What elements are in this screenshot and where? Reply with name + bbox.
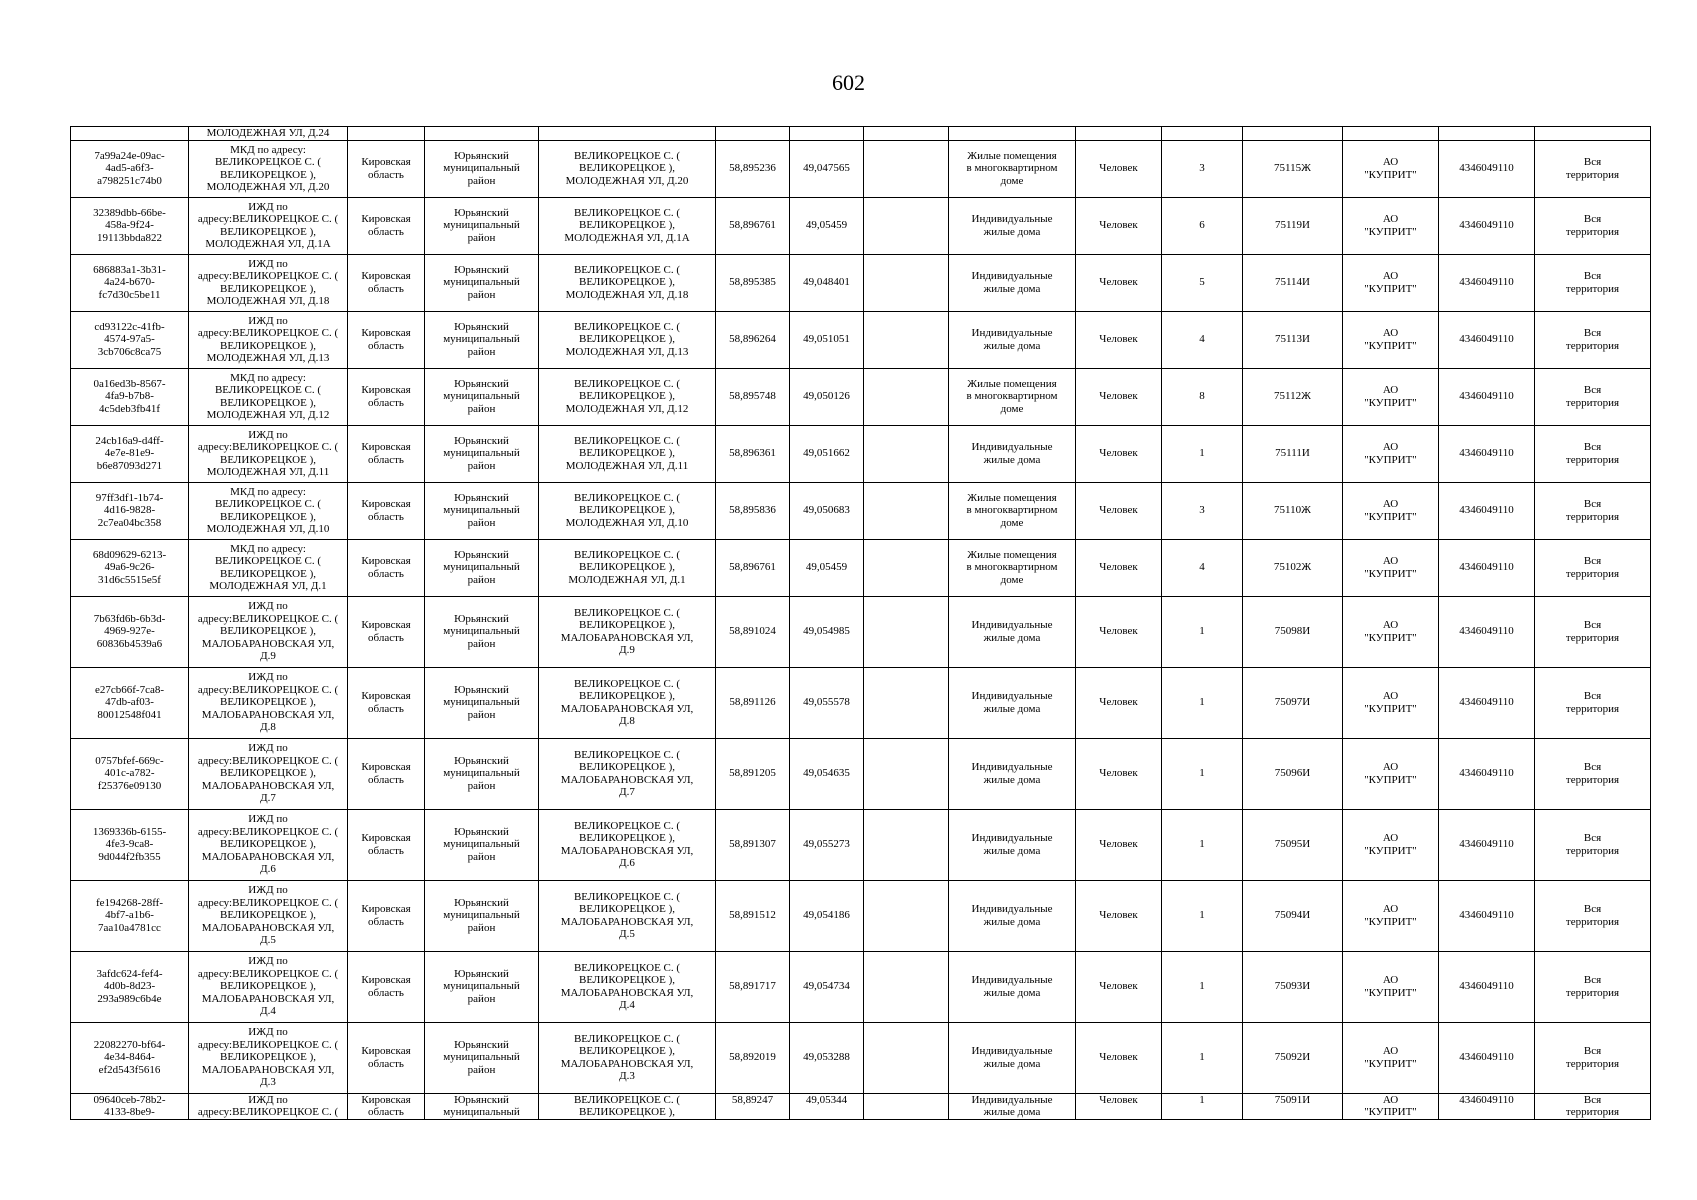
object-type-cell: Жилые помещения в многоквартирном доме — [949, 482, 1076, 539]
empty-cell — [864, 425, 949, 482]
object-type-cell: Индивидуальные жилые дома — [949, 667, 1076, 738]
scope-cell: Вся территория — [1535, 667, 1651, 738]
table-row — [71, 880, 1651, 951]
continuation-cell — [949, 127, 1076, 141]
address-cell: ВЕЛИКОРЕЦКОЕ С. ( ВЕЛИКОРЕЦКОЕ ), МОЛОДЕЖНАЯ УЛ, Д.12 — [539, 368, 716, 425]
address-cell: ВЕЛИКОРЕЦКОЕ С. ( ВЕЛИКОРЕЦКОЕ ), МАЛОБАРАНОВСКАЯ УЛ, Д.7 — [539, 738, 716, 809]
region-cell: Кировская область — [348, 197, 425, 254]
scope-cell: Вся территория — [1535, 140, 1651, 197]
unit-cell: Человек — [1076, 197, 1162, 254]
district-cell: Юрьянский муниципальный район — [425, 140, 539, 197]
continuation-cell — [1535, 127, 1651, 141]
object-id-cell: 7b63fd6b-6b3d- 4969-927e- 60836b4539a6 — [71, 596, 189, 667]
region-cell: Кировская область — [348, 1022, 425, 1093]
longitude-cell: 49,055273 — [790, 809, 864, 880]
latitude-cell: 58,89247 — [716, 1093, 790, 1119]
unit-cell: Человек — [1076, 809, 1162, 880]
code-cell: 75092И — [1243, 1022, 1343, 1093]
count-cell: 1 — [1162, 667, 1243, 738]
district-cell: Юрьянский муниципальный район — [425, 425, 539, 482]
address-cell: ВЕЛИКОРЕЦКОЕ С. ( ВЕЛИКОРЕЦКОЕ ), МАЛОБАРАНОВСКАЯ УЛ, Д.5 — [539, 880, 716, 951]
object-id-cell: 32389dbb-66be- 458a-9f24- 19113bbda822 — [71, 197, 189, 254]
scope-cell: Вся территория — [1535, 951, 1651, 1022]
district-cell: Юрьянский муниципальный район — [425, 197, 539, 254]
empty-cell — [864, 311, 949, 368]
district-cell: Юрьянский муниципальный район — [425, 311, 539, 368]
organization-cell: АО "КУПРИТ" — [1343, 738, 1439, 809]
page-number: 602 — [832, 70, 865, 95]
count-cell: 6 — [1162, 197, 1243, 254]
scope-cell: Вся территория — [1535, 1093, 1651, 1119]
continuation-row — [71, 127, 1651, 141]
district-cell: Юрьянский муниципальный район — [425, 880, 539, 951]
district-cell: Юрьянский муниципальный район — [425, 809, 539, 880]
object-type-cell: Жилые помещения в многоквартирном доме — [949, 140, 1076, 197]
code-cell: 75115Ж — [1243, 140, 1343, 197]
register-body — [71, 127, 1651, 1120]
empty-cell — [864, 482, 949, 539]
code-cell: 75091И — [1243, 1093, 1343, 1119]
longitude-cell: 49,054734 — [790, 951, 864, 1022]
object-id-cell: 09640ceb-78b2- 4133-8be9- — [71, 1093, 189, 1119]
count-cell: 1 — [1162, 951, 1243, 1022]
longitude-cell: 49,051051 — [790, 311, 864, 368]
object-type-cell: Индивидуальные жилые дома — [949, 254, 1076, 311]
inn-cell: 4346049110 — [1439, 738, 1535, 809]
continuation-cell — [71, 127, 189, 141]
object-name-cell: ИЖД по адресу:ВЕЛИКОРЕЦКОЕ С. ( — [189, 1093, 348, 1119]
object-name-cell: ИЖД по адресу:ВЕЛИКОРЕЦКОЕ С. ( ВЕЛИКОРЕЦКОЕ ), МОЛОДЕЖНАЯ УЛ, Д.1А — [189, 197, 348, 254]
longitude-cell: 49,05459 — [790, 197, 864, 254]
organization-cell: АО "КУПРИТ" — [1343, 951, 1439, 1022]
region-cell: Кировская область — [348, 425, 425, 482]
region-cell: Кировская область — [348, 880, 425, 951]
region-cell: Кировская область — [348, 368, 425, 425]
address-cell: ВЕЛИКОРЕЦКОЕ С. ( ВЕЛИКОРЕЦКОЕ ), МАЛОБАРАНОВСКАЯ УЛ, Д.8 — [539, 667, 716, 738]
continuation-cell — [539, 127, 716, 141]
empty-cell — [864, 254, 949, 311]
count-cell: 5 — [1162, 254, 1243, 311]
object-type-cell: Индивидуальные жилые дома — [949, 1022, 1076, 1093]
organization-cell: АО "КУПРИТ" — [1343, 311, 1439, 368]
inn-cell: 4346049110 — [1439, 140, 1535, 197]
object-type-cell: Индивидуальные жилые дома — [949, 425, 1076, 482]
address-cell: ВЕЛИКОРЕЦКОЕ С. ( ВЕЛИКОРЕЦКОЕ ), МОЛОДЕЖНАЯ УЛ, Д.13 — [539, 311, 716, 368]
empty-cell — [864, 539, 949, 596]
continuation-address: МОЛОДЕЖНАЯ УЛ, Д.24 — [189, 127, 348, 141]
region-cell: Кировская область — [348, 596, 425, 667]
code-cell: 75096И — [1243, 738, 1343, 809]
district-cell: Юрьянский муниципальный район — [425, 667, 539, 738]
address-cell: ВЕЛИКОРЕЦКОЕ С. ( ВЕЛИКОРЕЦКОЕ ), МОЛОДЕЖНАЯ УЛ, Д.1 — [539, 539, 716, 596]
object-name-cell: МКД по адресу: ВЕЛИКОРЕЦКОЕ С. ( ВЕЛИКОРЕЦКОЕ ), МОЛОДЕЖНАЯ УЛ, Д.12 — [189, 368, 348, 425]
count-cell: 1 — [1162, 880, 1243, 951]
register-table — [70, 126, 1651, 1120]
count-cell: 1 — [1162, 1022, 1243, 1093]
address-cell: ВЕЛИКОРЕЦКОЕ С. ( ВЕЛИКОРЕЦКОЕ ), МАЛОБАРАНОВСКАЯ УЛ, Д.4 — [539, 951, 716, 1022]
district-cell: Юрьянский муниципальный район — [425, 539, 539, 596]
address-cell: ВЕЛИКОРЕЦКОЕ С. ( ВЕЛИКОРЕЦКОЕ ), МОЛОДЕЖНАЯ УЛ, Д.10 — [539, 482, 716, 539]
object-type-cell: Индивидуальные жилые дома — [949, 738, 1076, 809]
scope-cell: Вся территория — [1535, 482, 1651, 539]
scope-cell: Вся территория — [1535, 1022, 1651, 1093]
object-name-cell: ИЖД по адресу:ВЕЛИКОРЕЦКОЕ С. ( ВЕЛИКОРЕЦКОЕ ), МОЛОДЕЖНАЯ УЛ, Д.18 — [189, 254, 348, 311]
unit-cell: Человек — [1076, 140, 1162, 197]
object-type-cell: Индивидуальные жилые дома — [949, 809, 1076, 880]
inn-cell: 4346049110 — [1439, 368, 1535, 425]
table-row — [71, 1022, 1651, 1093]
inn-cell: 4346049110 — [1439, 951, 1535, 1022]
address-cell: ВЕЛИКОРЕЦКОЕ С. ( ВЕЛИКОРЕЦКОЕ ), МОЛОДЕЖНАЯ УЛ, Д.1А — [539, 197, 716, 254]
empty-cell — [864, 1022, 949, 1093]
table-row — [71, 197, 1651, 254]
count-cell: 1 — [1162, 596, 1243, 667]
inn-cell: 4346049110 — [1439, 311, 1535, 368]
continuation-cell — [716, 127, 790, 141]
latitude-cell: 58,896361 — [716, 425, 790, 482]
continuation-cell — [1439, 127, 1535, 141]
latitude-cell: 58,895385 — [716, 254, 790, 311]
object-id-cell: 68d09629-6213- 49a6-9c26- 31d6c5515e5f — [71, 539, 189, 596]
latitude-cell: 58,895836 — [716, 482, 790, 539]
empty-cell — [864, 738, 949, 809]
continuation-cell — [1243, 127, 1343, 141]
table-row — [71, 254, 1651, 311]
latitude-cell: 58,891307 — [716, 809, 790, 880]
longitude-cell: 49,05459 — [790, 539, 864, 596]
longitude-cell: 49,053288 — [790, 1022, 864, 1093]
code-cell: 75110Ж — [1243, 482, 1343, 539]
object-name-cell: МКД по адресу: ВЕЛИКОРЕЦКОЕ С. ( ВЕЛИКОРЕЦКОЕ ), МОЛОДЕЖНАЯ УЛ, Д.10 — [189, 482, 348, 539]
unit-cell: Человек — [1076, 951, 1162, 1022]
continuation-cell — [1162, 127, 1243, 141]
object-id-cell: 7a99a24e-09ac- 4ad5-a6f3- a798251c74b0 — [71, 140, 189, 197]
scope-cell: Вся территория — [1535, 809, 1651, 880]
organization-cell: АО "КУПРИТ" — [1343, 1022, 1439, 1093]
empty-cell — [864, 197, 949, 254]
object-id-cell: 0757bfef-669c- 401c-a782- f25376e09130 — [71, 738, 189, 809]
object-id-cell: 3afdc624-fef4- 4d0b-8d23- 293a989c6b4e — [71, 951, 189, 1022]
district-cell: Юрьянский муниципальный район — [425, 254, 539, 311]
longitude-cell: 49,05344 — [790, 1093, 864, 1119]
object-id-cell: 22082270-bf64- 4e34-8464- ef2d543f5616 — [71, 1022, 189, 1093]
table-row — [71, 951, 1651, 1022]
inn-cell: 4346049110 — [1439, 1022, 1535, 1093]
object-name-cell: ИЖД по адресу:ВЕЛИКОРЕЦКОЕ С. ( ВЕЛИКОРЕЦКОЕ ), МАЛОБАРАНОВСКАЯ УЛ, Д.4 — [189, 951, 348, 1022]
table-row — [71, 311, 1651, 368]
object-id-cell: cd93122c-41fb- 4574-97a5- 3cb706c8ca75 — [71, 311, 189, 368]
longitude-cell: 49,054985 — [790, 596, 864, 667]
longitude-cell: 49,050683 — [790, 482, 864, 539]
longitude-cell: 49,050126 — [790, 368, 864, 425]
latitude-cell: 58,896264 — [716, 311, 790, 368]
object-name-cell: ИЖД по адресу:ВЕЛИКОРЕЦКОЕ С. ( ВЕЛИКОРЕЦКОЕ ), МАЛОБАРАНОВСКАЯ УЛ, Д.8 — [189, 667, 348, 738]
region-cell: Кировская область — [348, 667, 425, 738]
object-name-cell: МКД по адресу: ВЕЛИКОРЕЦКОЕ С. ( ВЕЛИКОРЕЦКОЕ ), МОЛОДЕЖНАЯ УЛ, Д.1 — [189, 539, 348, 596]
code-cell: 75114И — [1243, 254, 1343, 311]
object-id-cell: 1369336b-6155- 4fe3-9ca8- 9d044f2fb355 — [71, 809, 189, 880]
inn-cell: 4346049110 — [1439, 809, 1535, 880]
inn-cell: 4346049110 — [1439, 880, 1535, 951]
region-cell: Кировская область — [348, 809, 425, 880]
object-name-cell: ИЖД по адресу:ВЕЛИКОРЕЦКОЕ С. ( ВЕЛИКОРЕЦКОЕ ), МОЛОДЕЖНАЯ УЛ, Д.11 — [189, 425, 348, 482]
object-type-cell: Жилые помещения в многоквартирном доме — [949, 368, 1076, 425]
unit-cell: Человек — [1076, 482, 1162, 539]
region-cell: Кировская область — [348, 482, 425, 539]
region-cell: Кировская область — [348, 140, 425, 197]
table-row — [71, 667, 1651, 738]
inn-cell: 4346049110 — [1439, 1093, 1535, 1119]
scope-cell: Вся территория — [1535, 539, 1651, 596]
object-id-cell: 97ff3df1-1b74- 4d16-9828- 2c7ea04bc358 — [71, 482, 189, 539]
scope-cell: Вся территория — [1535, 311, 1651, 368]
object-name-cell: ИЖД по адресу:ВЕЛИКОРЕЦКОЕ С. ( ВЕЛИКОРЕЦКОЕ ), МАЛОБАРАНОВСКАЯ УЛ, Д.7 — [189, 738, 348, 809]
code-cell: 75112Ж — [1243, 368, 1343, 425]
address-cell: ВЕЛИКОРЕЦКОЕ С. ( ВЕЛИКОРЕЦКОЕ ), МОЛОДЕЖНАЯ УЛ, Д.11 — [539, 425, 716, 482]
inn-cell: 4346049110 — [1439, 596, 1535, 667]
scope-cell: Вся территория — [1535, 368, 1651, 425]
scope-cell: Вся территория — [1535, 738, 1651, 809]
longitude-cell: 49,047565 — [790, 140, 864, 197]
code-cell: 75098И — [1243, 596, 1343, 667]
table-row — [71, 425, 1651, 482]
count-cell: 1 — [1162, 425, 1243, 482]
table-row — [71, 738, 1651, 809]
unit-cell: Человек — [1076, 880, 1162, 951]
object-type-cell: Жилые помещения в многоквартирном доме — [949, 539, 1076, 596]
object-type-cell: Индивидуальные жилые дома — [949, 197, 1076, 254]
district-cell: Юрьянский муниципальный район — [425, 951, 539, 1022]
latitude-cell: 58,892019 — [716, 1022, 790, 1093]
empty-cell — [864, 667, 949, 738]
latitude-cell: 58,896761 — [716, 539, 790, 596]
address-cell: ВЕЛИКОРЕЦКОЕ С. ( ВЕЛИКОРЕЦКОЕ ), МАЛОБАРАНОВСКАЯ УЛ, Д.6 — [539, 809, 716, 880]
continuation-cell — [1076, 127, 1162, 141]
address-cell: ВЕЛИКОРЕЦКОЕ С. ( ВЕЛИКОРЕЦКОЕ ), МАЛОБАРАНОВСКАЯ УЛ, Д.3 — [539, 1022, 716, 1093]
organization-cell: АО "КУПРИТ" — [1343, 254, 1439, 311]
object-name-cell: ИЖД по адресу:ВЕЛИКОРЕЦКОЕ С. ( ВЕЛИКОРЕЦКОЕ ), МАЛОБАРАНОВСКАЯ УЛ, Д.6 — [189, 809, 348, 880]
address-cell: ВЕЛИКОРЕЦКОЕ С. ( ВЕЛИКОРЕЦКОЕ ), МАЛОБАРАНОВСКАЯ УЛ, Д.9 — [539, 596, 716, 667]
district-cell: Юрьянский муниципальный район — [425, 482, 539, 539]
latitude-cell: 58,891512 — [716, 880, 790, 951]
code-cell: 75095И — [1243, 809, 1343, 880]
organization-cell: АО "КУПРИТ" — [1343, 425, 1439, 482]
address-cell: ВЕЛИКОРЕЦКОЕ С. ( ВЕЛИКОРЕЦКОЕ ), — [539, 1093, 716, 1119]
scope-cell: Вся территория — [1535, 425, 1651, 482]
scope-cell: Вся территория — [1535, 254, 1651, 311]
region-cell: Кировская область — [348, 738, 425, 809]
table-row — [71, 140, 1651, 197]
table-row — [71, 539, 1651, 596]
object-type-cell: Индивидуальные жилые дома — [949, 880, 1076, 951]
region-cell: Кировская область — [348, 311, 425, 368]
object-type-cell: Индивидуальные жилые дома — [949, 951, 1076, 1022]
organization-cell: АО "КУПРИТ" — [1343, 197, 1439, 254]
latitude-cell: 58,896761 — [716, 197, 790, 254]
region-cell: Кировская область — [348, 1093, 425, 1119]
address-cell: ВЕЛИКОРЕЦКОЕ С. ( ВЕЛИКОРЕЦКОЕ ), МОЛОДЕЖНАЯ УЛ, Д.18 — [539, 254, 716, 311]
unit-cell: Человек — [1076, 311, 1162, 368]
empty-cell — [864, 596, 949, 667]
unit-cell: Человек — [1076, 596, 1162, 667]
empty-cell — [864, 951, 949, 1022]
empty-cell — [864, 880, 949, 951]
object-type-cell: Индивидуальные жилые дома — [949, 311, 1076, 368]
table-row — [71, 1093, 1651, 1119]
code-cell: 75111И — [1243, 425, 1343, 482]
object-id-cell: 686883a1-3b31- 4a24-b670- fc7d30c5be11 — [71, 254, 189, 311]
longitude-cell: 49,048401 — [790, 254, 864, 311]
table-row — [71, 482, 1651, 539]
object-type-cell: Индивидуальные жилые дома — [949, 596, 1076, 667]
object-name-cell: ИЖД по адресу:ВЕЛИКОРЕЦКОЕ С. ( ВЕЛИКОРЕЦКОЕ ), МАЛОБАРАНОВСКАЯ УЛ, Д.5 — [189, 880, 348, 951]
table-row — [71, 596, 1651, 667]
longitude-cell: 49,054186 — [790, 880, 864, 951]
latitude-cell: 58,895236 — [716, 140, 790, 197]
count-cell: 3 — [1162, 140, 1243, 197]
district-cell: Юрьянский муниципальный район — [425, 1022, 539, 1093]
code-cell: 75093И — [1243, 951, 1343, 1022]
continuation-cell — [348, 127, 425, 141]
inn-cell: 4346049110 — [1439, 482, 1535, 539]
object-name-cell: ИЖД по адресу:ВЕЛИКОРЕЦКОЕ С. ( ВЕЛИКОРЕЦКОЕ ), МОЛОДЕЖНАЯ УЛ, Д.13 — [189, 311, 348, 368]
inn-cell: 4346049110 — [1439, 539, 1535, 596]
unit-cell: Человек — [1076, 539, 1162, 596]
object-name-cell: ИЖД по адресу:ВЕЛИКОРЕЦКОЕ С. ( ВЕЛИКОРЕЦКОЕ ), МАЛОБАРАНОВСКАЯ УЛ, Д.9 — [189, 596, 348, 667]
latitude-cell: 58,891717 — [716, 951, 790, 1022]
organization-cell: АО "КУПРИТ" — [1343, 809, 1439, 880]
unit-cell: Человек — [1076, 425, 1162, 482]
region-cell: Кировская область — [348, 951, 425, 1022]
object-id-cell: 24cb16a9-d4ff- 4e7e-81e9- b6e87093d271 — [71, 425, 189, 482]
district-cell: Юрьянский муниципальный район — [425, 596, 539, 667]
object-name-cell: ИЖД по адресу:ВЕЛИКОРЕЦКОЕ С. ( ВЕЛИКОРЕЦКОЕ ), МАЛОБАРАНОВСКАЯ УЛ, Д.3 — [189, 1022, 348, 1093]
count-cell: 1 — [1162, 738, 1243, 809]
table-row — [71, 368, 1651, 425]
count-cell: 4 — [1162, 539, 1243, 596]
address-cell: ВЕЛИКОРЕЦКОЕ С. ( ВЕЛИКОРЕЦКОЕ ), МОЛОДЕЖНАЯ УЛ, Д.20 — [539, 140, 716, 197]
count-cell: 1 — [1162, 809, 1243, 880]
inn-cell: 4346049110 — [1439, 197, 1535, 254]
district-cell: Юрьянский муниципальный район — [425, 738, 539, 809]
unit-cell: Человек — [1076, 1022, 1162, 1093]
organization-cell: АО "КУПРИТ" — [1343, 1093, 1439, 1119]
object-id-cell: e27cb66f-7ca8- 47db-af03- 80012548f041 — [71, 667, 189, 738]
unit-cell: Человек — [1076, 1093, 1162, 1119]
object-type-cell: Индивидуальные жилые дома — [949, 1093, 1076, 1119]
count-cell: 1 — [1162, 1093, 1243, 1119]
organization-cell: АО "КУПРИТ" — [1343, 482, 1439, 539]
continuation-cell — [790, 127, 864, 141]
region-cell: Кировская область — [348, 254, 425, 311]
organization-cell: АО "КУПРИТ" — [1343, 596, 1439, 667]
inn-cell: 4346049110 — [1439, 254, 1535, 311]
count-cell: 3 — [1162, 482, 1243, 539]
scope-cell: Вся территория — [1535, 880, 1651, 951]
organization-cell: АО "КУПРИТ" — [1343, 539, 1439, 596]
unit-cell: Человек — [1076, 738, 1162, 809]
empty-cell — [864, 368, 949, 425]
scope-cell: Вся территория — [1535, 197, 1651, 254]
code-cell: 75119И — [1243, 197, 1343, 254]
latitude-cell: 58,895748 — [716, 368, 790, 425]
inn-cell: 4346049110 — [1439, 667, 1535, 738]
unit-cell: Человек — [1076, 667, 1162, 738]
latitude-cell: 58,891126 — [716, 667, 790, 738]
latitude-cell: 58,891024 — [716, 596, 790, 667]
count-cell: 8 — [1162, 368, 1243, 425]
longitude-cell: 49,051662 — [790, 425, 864, 482]
continuation-cell — [1343, 127, 1439, 141]
scope-cell: Вся территория — [1535, 596, 1651, 667]
unit-cell: Человек — [1076, 254, 1162, 311]
district-cell: Юрьянский муниципальный район — [425, 368, 539, 425]
code-cell: 75094И — [1243, 880, 1343, 951]
longitude-cell: 49,054635 — [790, 738, 864, 809]
table-row — [71, 809, 1651, 880]
continuation-cell — [864, 127, 949, 141]
count-cell: 4 — [1162, 311, 1243, 368]
continuation-cell — [425, 127, 539, 141]
organization-cell: АО "КУПРИТ" — [1343, 667, 1439, 738]
empty-cell — [864, 809, 949, 880]
unit-cell: Человек — [1076, 368, 1162, 425]
object-name-cell: МКД по адресу: ВЕЛИКОРЕЦКОЕ С. ( ВЕЛИКОРЕЦКОЕ ), МОЛОДЕЖНАЯ УЛ, Д.20 — [189, 140, 348, 197]
code-cell: 75097И — [1243, 667, 1343, 738]
inn-cell: 4346049110 — [1439, 425, 1535, 482]
empty-cell — [864, 140, 949, 197]
organization-cell: АО "КУПРИТ" — [1343, 368, 1439, 425]
organization-cell: АО "КУПРИТ" — [1343, 880, 1439, 951]
longitude-cell: 49,055578 — [790, 667, 864, 738]
empty-cell — [864, 1093, 949, 1119]
region-cell: Кировская область — [348, 539, 425, 596]
code-cell: 75113И — [1243, 311, 1343, 368]
organization-cell: АО "КУПРИТ" — [1343, 140, 1439, 197]
code-cell: 75102Ж — [1243, 539, 1343, 596]
object-id-cell: 0a16ed3b-8567- 4fa9-b7b8- 4c5deb3fb41f — [71, 368, 189, 425]
latitude-cell: 58,891205 — [716, 738, 790, 809]
district-cell: Юрьянский муниципальный — [425, 1093, 539, 1119]
object-id-cell: fe194268-28ff- 4bf7-a1b6- 7aa10a4781cc — [71, 880, 189, 951]
